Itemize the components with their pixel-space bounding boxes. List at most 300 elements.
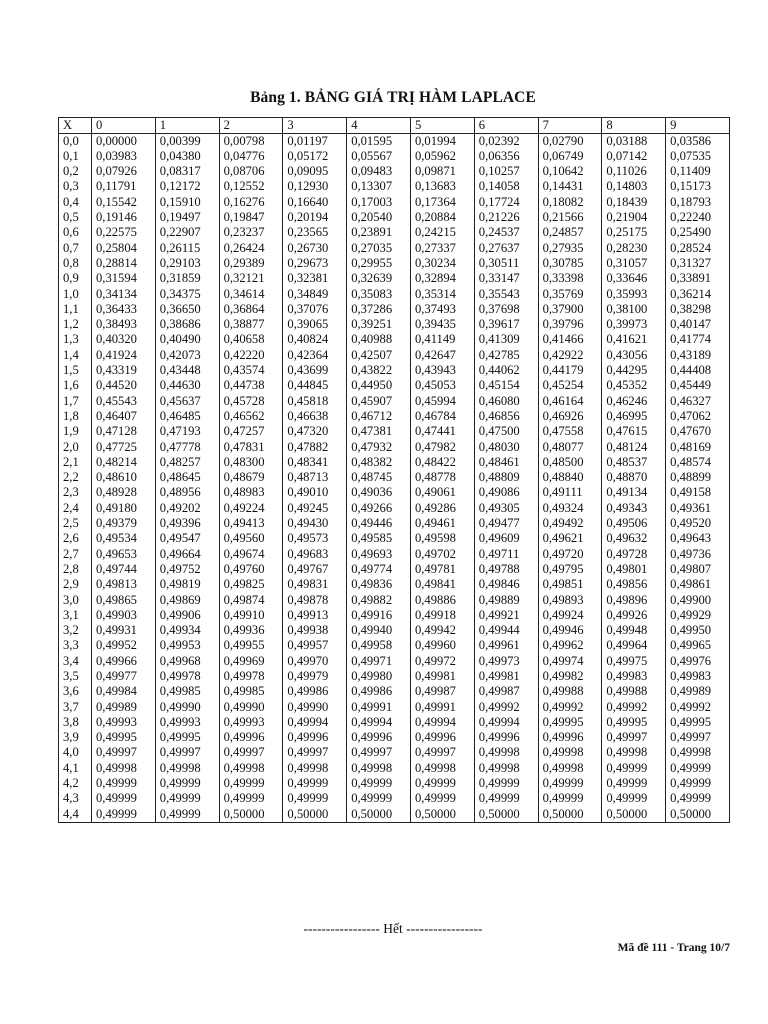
table-cell: 0,49940 xyxy=(347,623,411,638)
table-cell: 0,16276 xyxy=(219,195,283,210)
table-cell: 0,46407 xyxy=(92,409,156,424)
table-cell: 0,49997 xyxy=(347,745,411,760)
table-cell: 0,49767 xyxy=(283,562,347,577)
table-cell: 0,29955 xyxy=(347,256,411,271)
table-cell: 0,39435 xyxy=(410,317,474,332)
table-cell: 0,49936 xyxy=(219,623,283,638)
table-row xyxy=(59,164,730,179)
table-cell: 0,49683 xyxy=(283,547,347,562)
table-cell: 0,49992 xyxy=(602,700,666,715)
table-cell: 0,49999 xyxy=(410,776,474,791)
table-row xyxy=(59,516,730,531)
table-row xyxy=(59,287,730,302)
table-cell: 0,49971 xyxy=(347,654,411,669)
table-cell: 0,46638 xyxy=(283,409,347,424)
table-cell: 0,49846 xyxy=(474,577,538,592)
table-cell: 0,49987 xyxy=(410,684,474,699)
table-cell: 0,49999 xyxy=(283,791,347,806)
laplace-table xyxy=(58,117,730,823)
table-cell: 0,37493 xyxy=(410,302,474,317)
table-cell: 0,36214 xyxy=(666,287,730,302)
table-cell: 0,48574 xyxy=(666,455,730,470)
table-cell: 0,49361 xyxy=(666,501,730,516)
header-cell: 7 xyxy=(538,118,602,134)
table-cell: 0,49813 xyxy=(92,577,156,592)
row-x-cell: 2,0 xyxy=(59,440,92,455)
table-row xyxy=(59,256,730,271)
table-cell: 0,49343 xyxy=(602,501,666,516)
table-body xyxy=(59,133,730,822)
table-cell: 0,44179 xyxy=(538,363,602,378)
table-cell: 0,41924 xyxy=(92,348,156,363)
table-cell: 0,31327 xyxy=(666,256,730,271)
table-cell: 0,10257 xyxy=(474,164,538,179)
table-cell: 0,12552 xyxy=(219,179,283,194)
table-cell: 0,47381 xyxy=(347,424,411,439)
table-cell: 0,33147 xyxy=(474,271,538,286)
table-cell: 0,23237 xyxy=(219,225,283,240)
table-cell: 0,49728 xyxy=(602,547,666,562)
table-cell: 0,46327 xyxy=(666,394,730,409)
table-cell: 0,46784 xyxy=(410,409,474,424)
table-cell: 0,41466 xyxy=(538,332,602,347)
table-cell: 0,00000 xyxy=(92,133,156,149)
table-cell: 0,49999 xyxy=(92,791,156,806)
table-cell: 0,49882 xyxy=(347,593,411,608)
table-cell: 0,49992 xyxy=(474,700,538,715)
table-row xyxy=(59,424,730,439)
table-cell: 0,49202 xyxy=(155,501,219,516)
table-cell: 0,49938 xyxy=(283,623,347,638)
table-row xyxy=(59,608,730,623)
table-cell: 0,49997 xyxy=(602,730,666,745)
table-cell: 0,49720 xyxy=(538,547,602,562)
row-x-cell: 4,4 xyxy=(59,807,92,823)
table-cell: 0,04776 xyxy=(219,149,283,164)
table-row xyxy=(59,133,730,149)
table-cell: 0,50000 xyxy=(602,807,666,823)
table-cell: 0,49396 xyxy=(155,516,219,531)
table-cell: 0,49836 xyxy=(347,577,411,592)
table-cell: 0,40824 xyxy=(283,332,347,347)
table-row xyxy=(59,638,730,653)
table-cell: 0,49609 xyxy=(474,531,538,546)
table-cell: 0,00399 xyxy=(155,133,219,149)
table-cell: 0,49995 xyxy=(666,715,730,730)
table-cell: 0,49134 xyxy=(602,485,666,500)
table-cell: 0,14803 xyxy=(602,179,666,194)
end-marker: ----------------- Hết ----------------- xyxy=(303,921,483,936)
table-cell: 0,48679 xyxy=(219,470,283,485)
table-cell: 0,45254 xyxy=(538,378,602,393)
table-cell: 0,49999 xyxy=(474,776,538,791)
table-cell: 0,49986 xyxy=(347,684,411,699)
table-cell: 0,49086 xyxy=(474,485,538,500)
table-cell: 0,45154 xyxy=(474,378,538,393)
table-cell: 0,49989 xyxy=(666,684,730,699)
table-cell: 0,49999 xyxy=(155,791,219,806)
table-cell: 0,42647 xyxy=(410,348,474,363)
row-x-cell: 3,2 xyxy=(59,623,92,638)
table-cell: 0,18439 xyxy=(602,195,666,210)
table-cell: 0,38686 xyxy=(155,317,219,332)
table-cell: 0,40147 xyxy=(666,317,730,332)
table-cell: 0,43699 xyxy=(283,363,347,378)
table-cell: 0,49598 xyxy=(410,531,474,546)
table-cell: 0,49931 xyxy=(92,623,156,638)
table-cell: 0,49962 xyxy=(538,638,602,653)
header-cell: 0 xyxy=(92,118,156,134)
table-cell: 0,49999 xyxy=(666,761,730,776)
table-cell: 0,49446 xyxy=(347,516,411,531)
table-cell: 0,49994 xyxy=(474,715,538,730)
table-cell: 0,16640 xyxy=(283,195,347,210)
table-cell: 0,49924 xyxy=(538,608,602,623)
table-cell: 0,23565 xyxy=(283,225,347,240)
table-row xyxy=(59,485,730,500)
table-cell: 0,28230 xyxy=(602,241,666,256)
table-cell: 0,49520 xyxy=(666,516,730,531)
table-cell: 0,49996 xyxy=(219,730,283,745)
table-cell: 0,49910 xyxy=(219,608,283,623)
table-cell: 0,13307 xyxy=(347,179,411,194)
table-cell: 0,19497 xyxy=(155,210,219,225)
table-cell: 0,49981 xyxy=(410,669,474,684)
table-cell: 0,48713 xyxy=(283,470,347,485)
table-cell: 0,49900 xyxy=(666,593,730,608)
header-cell: 8 xyxy=(602,118,666,134)
table-row xyxy=(59,149,730,164)
table-cell: 0,25490 xyxy=(666,225,730,240)
table-cell: 0,41621 xyxy=(602,332,666,347)
table-cell: 0,17003 xyxy=(347,195,411,210)
table-cell: 0,49245 xyxy=(283,501,347,516)
table-row xyxy=(59,501,730,516)
table-cell: 0,11026 xyxy=(602,164,666,179)
table-cell: 0,05962 xyxy=(410,149,474,164)
row-x-cell: 2,4 xyxy=(59,501,92,516)
table-cell: 0,35993 xyxy=(602,287,666,302)
table-cell: 0,49856 xyxy=(602,577,666,592)
table-cell: 0,47558 xyxy=(538,424,602,439)
table-row xyxy=(59,271,730,286)
table-cell: 0,44738 xyxy=(219,378,283,393)
table-cell: 0,25804 xyxy=(92,241,156,256)
table-row xyxy=(59,745,730,760)
table-cell: 0,49111 xyxy=(538,485,602,500)
table-cell: 0,48382 xyxy=(347,455,411,470)
table-cell: 0,39065 xyxy=(283,317,347,332)
table-cell: 0,45637 xyxy=(155,394,219,409)
table-cell: 0,49430 xyxy=(283,516,347,531)
table-cell: 0,15910 xyxy=(155,195,219,210)
table-row xyxy=(59,593,730,608)
table-cell: 0,49224 xyxy=(219,501,283,516)
table-row xyxy=(59,791,730,806)
table-cell: 0,49874 xyxy=(219,593,283,608)
table-cell: 0,15173 xyxy=(666,179,730,194)
table-cell: 0,09095 xyxy=(283,164,347,179)
table-cell: 0,49664 xyxy=(155,547,219,562)
table-cell: 0,49305 xyxy=(474,501,538,516)
table-cell: 0,20884 xyxy=(410,210,474,225)
table-cell: 0,38298 xyxy=(666,302,730,317)
table-cell: 0,44062 xyxy=(474,363,538,378)
row-x-cell: 1,8 xyxy=(59,409,92,424)
table-cell: 0,32381 xyxy=(283,271,347,286)
table-cell: 0,25175 xyxy=(602,225,666,240)
row-x-cell: 0,9 xyxy=(59,271,92,286)
row-x-cell: 1,5 xyxy=(59,363,92,378)
table-cell: 0,49921 xyxy=(474,608,538,623)
table-cell: 0,47062 xyxy=(666,409,730,424)
table-row xyxy=(59,302,730,317)
table-cell: 0,49999 xyxy=(666,791,730,806)
table-cell: 0,49997 xyxy=(155,745,219,760)
table-cell: 0,33891 xyxy=(666,271,730,286)
table-cell: 0,09871 xyxy=(410,164,474,179)
table-cell: 0,49996 xyxy=(410,730,474,745)
table-cell: 0,34614 xyxy=(219,287,283,302)
table-cell: 0,34134 xyxy=(92,287,156,302)
table-cell: 0,49998 xyxy=(219,761,283,776)
table-cell: 0,36864 xyxy=(219,302,283,317)
row-x-cell: 0,4 xyxy=(59,195,92,210)
row-x-cell: 1,1 xyxy=(59,302,92,317)
table-cell: 0,47320 xyxy=(283,424,347,439)
table-cell: 0,44408 xyxy=(666,363,730,378)
table-cell: 0,02392 xyxy=(474,133,538,149)
table-cell: 0,48461 xyxy=(474,455,538,470)
table-cell: 0,44630 xyxy=(155,378,219,393)
table-cell: 0,46485 xyxy=(155,409,219,424)
table-cell: 0,49998 xyxy=(602,745,666,760)
table-row xyxy=(59,317,730,332)
table-cell: 0,36650 xyxy=(155,302,219,317)
table-cell: 0,49781 xyxy=(410,562,474,577)
table-cell: 0,49795 xyxy=(538,562,602,577)
table-cell: 0,29673 xyxy=(283,256,347,271)
header-cell: 9 xyxy=(666,118,730,134)
table-cell: 0,37698 xyxy=(474,302,538,317)
table-cell: 0,32639 xyxy=(347,271,411,286)
table-cell: 0,49711 xyxy=(474,547,538,562)
table-cell: 0,39796 xyxy=(538,317,602,332)
table-cell: 0,24857 xyxy=(538,225,602,240)
table-cell: 0,48610 xyxy=(92,470,156,485)
table-cell: 0,49991 xyxy=(410,700,474,715)
table-cell: 0,49851 xyxy=(538,577,602,592)
table-cell: 0,49961 xyxy=(474,638,538,653)
table-cell: 0,42922 xyxy=(538,348,602,363)
table-cell: 0,48257 xyxy=(155,455,219,470)
table-cell: 0,07926 xyxy=(92,164,156,179)
table-cell: 0,47615 xyxy=(602,424,666,439)
table-cell: 0,47670 xyxy=(666,424,730,439)
table-cell: 0,49985 xyxy=(155,684,219,699)
row-x-cell: 1,3 xyxy=(59,332,92,347)
table-row xyxy=(59,684,730,699)
table-cell: 0,49992 xyxy=(538,700,602,715)
table-cell: 0,30511 xyxy=(474,256,538,271)
table-cell: 0,36433 xyxy=(92,302,156,317)
table-cell: 0,49994 xyxy=(283,715,347,730)
table-cell: 0,47882 xyxy=(283,440,347,455)
table-cell: 0,49990 xyxy=(155,700,219,715)
table-cell: 0,49999 xyxy=(602,761,666,776)
row-x-cell: 4,2 xyxy=(59,776,92,791)
table-cell: 0,49918 xyxy=(410,608,474,623)
exam-page-code: Mã đề 111 - Trang 10/7 xyxy=(617,942,730,954)
table-cell: 0,49958 xyxy=(347,638,411,653)
table-cell: 0,48077 xyxy=(538,440,602,455)
row-x-cell: 3,3 xyxy=(59,638,92,653)
table-cell: 0,42785 xyxy=(474,348,538,363)
table-cell: 0,49973 xyxy=(474,654,538,669)
row-x-cell: 3,9 xyxy=(59,730,92,745)
table-cell: 0,35083 xyxy=(347,287,411,302)
row-x-cell: 4,0 xyxy=(59,745,92,760)
header-cell: 5 xyxy=(410,118,474,134)
table-cell: 0,22240 xyxy=(666,210,730,225)
row-x-cell: 0,3 xyxy=(59,179,92,194)
table-cell: 0,46246 xyxy=(602,394,666,409)
table-cell: 0,44295 xyxy=(602,363,666,378)
page-title: Bảng 1. BẢNG GIÁ TRỊ HÀM LAPLACE xyxy=(250,89,536,106)
table-cell: 0,12930 xyxy=(283,179,347,194)
row-x-cell: 0,1 xyxy=(59,149,92,164)
table-cell: 0,49965 xyxy=(666,638,730,653)
table-cell: 0,48300 xyxy=(219,455,283,470)
table-cell: 0,49841 xyxy=(410,577,474,592)
table-cell: 0,10642 xyxy=(538,164,602,179)
table-row xyxy=(59,669,730,684)
table-cell: 0,49997 xyxy=(410,745,474,760)
table-cell: 0,49158 xyxy=(666,485,730,500)
table-cell: 0,49990 xyxy=(219,700,283,715)
row-x-cell: 2,9 xyxy=(59,577,92,592)
table-cell: 0,37900 xyxy=(538,302,602,317)
table-cell: 0,45818 xyxy=(283,394,347,409)
table-cell: 0,49999 xyxy=(92,776,156,791)
header-cell: 4 xyxy=(347,118,411,134)
table-row xyxy=(59,348,730,363)
table-cell: 0,49993 xyxy=(155,715,219,730)
table-cell: 0,49995 xyxy=(538,715,602,730)
table-cell: 0,48214 xyxy=(92,455,156,470)
table-cell: 0,45728 xyxy=(219,394,283,409)
table-cell: 0,47128 xyxy=(92,424,156,439)
table-cell: 0,49702 xyxy=(410,547,474,562)
table-cell: 0,18793 xyxy=(666,195,730,210)
table-cell: 0,31057 xyxy=(602,256,666,271)
table-cell: 0,49955 xyxy=(219,638,283,653)
table-cell: 0,40658 xyxy=(219,332,283,347)
table-cell: 0,49952 xyxy=(92,638,156,653)
table-cell: 0,45352 xyxy=(602,378,666,393)
table-cell: 0,49946 xyxy=(538,623,602,638)
table-cell: 0,05172 xyxy=(283,149,347,164)
row-x-cell: 0,6 xyxy=(59,225,92,240)
table-cell: 0,48645 xyxy=(155,470,219,485)
table-cell: 0,49324 xyxy=(538,501,602,516)
table-cell: 0,49983 xyxy=(602,669,666,684)
table-cell: 0,49893 xyxy=(538,593,602,608)
row-x-cell: 2,8 xyxy=(59,562,92,577)
table-cell: 0,49992 xyxy=(666,700,730,715)
table-cell: 0,05567 xyxy=(347,149,411,164)
table-row xyxy=(59,623,730,638)
table-cell: 0,41774 xyxy=(666,332,730,347)
table-cell: 0,41309 xyxy=(474,332,538,347)
table-cell: 0,49998 xyxy=(538,745,602,760)
table-cell: 0,49993 xyxy=(219,715,283,730)
table-cell: 0,48778 xyxy=(410,470,474,485)
table-cell: 0,20540 xyxy=(347,210,411,225)
table-cell: 0,49929 xyxy=(666,608,730,623)
table-row xyxy=(59,409,730,424)
table-cell: 0,11791 xyxy=(92,179,156,194)
table-row xyxy=(59,776,730,791)
table-cell: 0,49953 xyxy=(155,638,219,653)
table-cell: 0,49999 xyxy=(283,776,347,791)
table-cell: 0,49807 xyxy=(666,562,730,577)
table-cell: 0,49801 xyxy=(602,562,666,577)
table-cell: 0,49997 xyxy=(283,745,347,760)
table-cell: 0,17364 xyxy=(410,195,474,210)
row-x-cell: 2,3 xyxy=(59,485,92,500)
table-cell: 0,11409 xyxy=(666,164,730,179)
table-cell: 0,43319 xyxy=(92,363,156,378)
table-cell: 0,26115 xyxy=(155,241,219,256)
table-cell: 0,17724 xyxy=(474,195,538,210)
table-cell: 0,49889 xyxy=(474,593,538,608)
table-cell: 0,49989 xyxy=(92,700,156,715)
table-cell: 0,14058 xyxy=(474,179,538,194)
table-cell: 0,47831 xyxy=(219,440,283,455)
row-x-cell: 3,0 xyxy=(59,593,92,608)
table-cell: 0,49760 xyxy=(219,562,283,577)
table-cell: 0,18082 xyxy=(538,195,602,210)
table-cell: 0,49585 xyxy=(347,531,411,546)
table-cell: 0,49966 xyxy=(92,654,156,669)
table-cell: 0,31859 xyxy=(155,271,219,286)
table-cell: 0,30234 xyxy=(410,256,474,271)
table-row xyxy=(59,332,730,347)
table-cell: 0,49995 xyxy=(155,730,219,745)
table-cell: 0,49998 xyxy=(155,761,219,776)
table-cell: 0,49632 xyxy=(602,531,666,546)
table-cell: 0,47932 xyxy=(347,440,411,455)
table-cell: 0,49988 xyxy=(538,684,602,699)
table-row xyxy=(59,225,730,240)
table-cell: 0,42073 xyxy=(155,348,219,363)
table-cell: 0,24537 xyxy=(474,225,538,240)
table-cell: 0,01197 xyxy=(283,133,347,149)
table-cell: 0,49831 xyxy=(283,577,347,592)
table-cell: 0,49998 xyxy=(347,761,411,776)
table-cell: 0,49506 xyxy=(602,516,666,531)
table-cell: 0,06356 xyxy=(474,149,538,164)
table-cell: 0,02790 xyxy=(538,133,602,149)
table-cell: 0,49996 xyxy=(538,730,602,745)
table-cell: 0,49998 xyxy=(474,761,538,776)
table-cell: 0,48983 xyxy=(219,485,283,500)
table-cell: 0,14431 xyxy=(538,179,602,194)
table-cell: 0,08706 xyxy=(219,164,283,179)
table-cell: 0,49995 xyxy=(602,715,666,730)
table-cell: 0,49774 xyxy=(347,562,411,577)
